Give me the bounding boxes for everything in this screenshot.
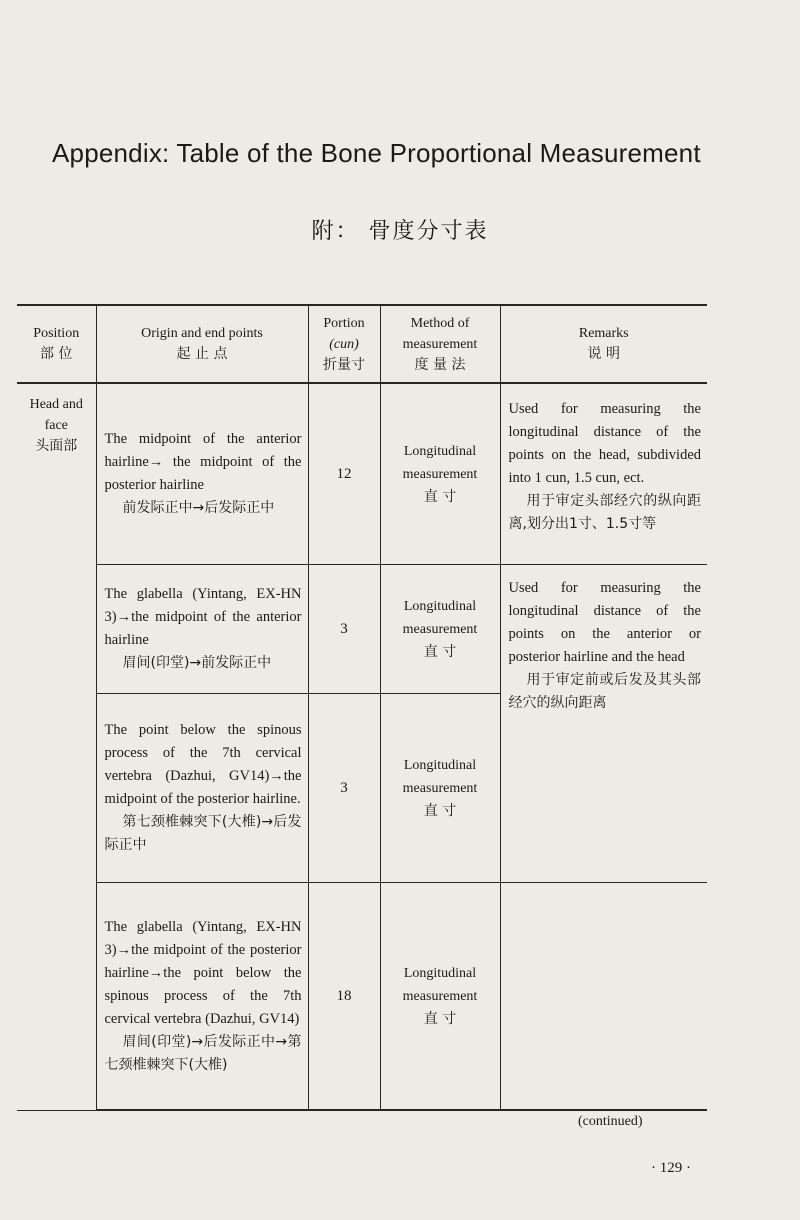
- table-row: [17, 383, 707, 565]
- header-position: Position 部 位: [17, 305, 96, 383]
- portion-cell: 12: [308, 383, 380, 565]
- page-number: · 129 ·: [651, 1160, 691, 1176]
- method-cell: Longitudinal measurement 直 寸: [380, 694, 500, 883]
- table-header-row: [17, 305, 707, 383]
- remark-cell: Used for measuring the longitudinal distance of the points on the head, subdivided into 1 cun, 1.5 cun, ect. 用于审定头部经穴的纵向距离,划分出1寸、1.5寸等: [500, 383, 707, 565]
- remark-cell: Used for measuring the longitudinal distance of the points on the anterior or posterior hairline and the head 用于审定前或后发及其头部经穴的纵向距离: [500, 565, 707, 883]
- position-cell-head-face: Head and face 头面部: [17, 383, 96, 1110]
- title-chinese: 附： 骨度分寸表: [311, 219, 489, 244]
- method-cell: Longitudinal measurement 直 寸: [380, 565, 500, 694]
- origin-cell: The glabella (Yintang, EX-HN 3)→the midpoint of the posterior hairline→the point below the spinous process of the 7th cervical vertebra (Dazhui, GV14) 眉间(印堂)→后发际正中→第七颈椎棘突下(大椎): [96, 883, 308, 1111]
- origin-cell: The midpoint of the anterior hairline→ the midpoint of the posterior hairline 前发际正中→后发际正中: [96, 383, 308, 565]
- bone-measurement-table: [17, 304, 707, 1111]
- origin-cell: The glabella (Yintang, EX-HN 3)→the midpoint of the anterior hairline 眉间(印堂)→前发际正中: [96, 565, 308, 694]
- portion-cell: 3: [308, 565, 380, 694]
- portion-cell: 18: [308, 883, 380, 1111]
- table-row: [17, 565, 707, 694]
- method-cell: Longitudinal measurement 直 寸: [380, 383, 500, 565]
- table-row: [17, 883, 707, 1111]
- header-remarks: Remarks 说 明: [500, 305, 707, 383]
- title-english: Appendix: Table of the Bone Proportional Measurement: [52, 138, 701, 168]
- continued-note: (continued): [578, 1114, 643, 1129]
- header-portion: Portion (cun) 折量寸: [308, 305, 380, 383]
- remark-cell-empty: [500, 883, 707, 1111]
- method-cell: Longitudinal measurement 直 寸: [380, 883, 500, 1111]
- portion-cell: 3: [308, 694, 380, 883]
- header-method: Method of measurement 度 量 法: [380, 305, 500, 383]
- header-origin: Origin and end points 起 止 点: [96, 305, 308, 383]
- origin-cell: The point below the spinous process of the 7th cervical vertebra (Dazhui, GV14)→the midpoint of the posterior hairline. 第七颈椎棘突下(大椎)→后发际正中: [96, 694, 308, 883]
